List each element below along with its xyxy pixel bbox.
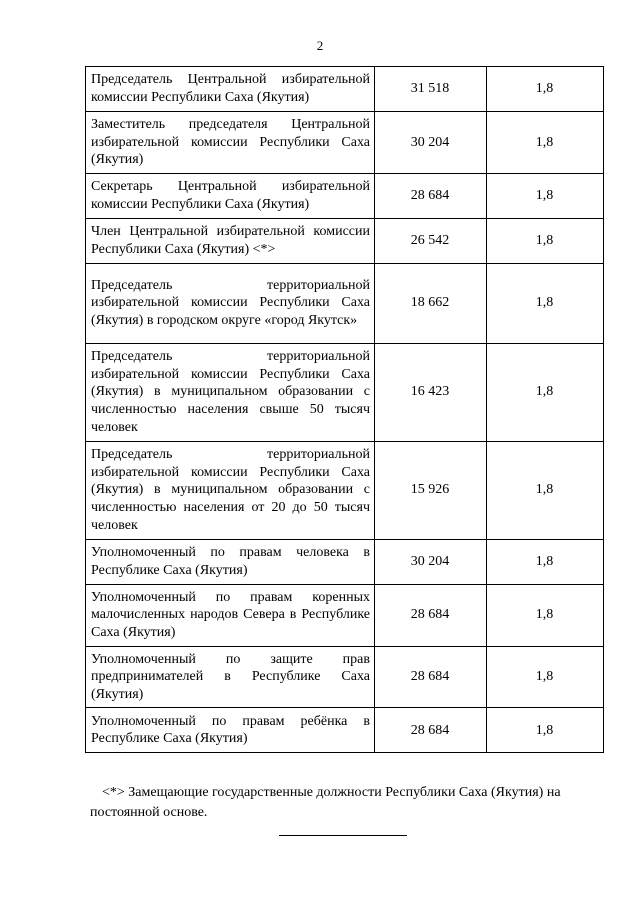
closing-divider [279,835,407,836]
position-cell: Заместитель председателя Центральной избирательной комиссии Республики Саха (Якутия) [86,112,375,174]
table-row [86,584,604,646]
coefficient-cell: 1,8 [487,708,604,753]
table-row [86,539,604,584]
coefficient-cell: 1,8 [487,67,604,112]
coefficient-cell: 1,8 [487,441,604,539]
coefficient-cell: 1,8 [487,539,604,584]
table-row [86,441,604,539]
position-cell: Уполномоченный по защите прав предпринимателей в Республике Саха (Якутия) [86,646,375,708]
table-row [86,263,604,343]
coefficient-cell: 1,8 [487,584,604,646]
position-cell: Секретарь Центральной избирательной комиссии Республики Саха (Якутия) [86,173,375,218]
coefficient-cell: 1,8 [487,173,604,218]
amount-cell: 28 684 [375,584,487,646]
position-cell: Председатель Центральной избирательной комиссии Республики Саха (Якутия) [86,67,375,112]
table-row [86,218,604,263]
amount-cell: 26 542 [375,218,487,263]
amount-cell: 30 204 [375,539,487,584]
amount-cell: 28 684 [375,646,487,708]
coefficient-cell: 1,8 [487,218,604,263]
position-cell: Председатель территориальной избирательной комиссии Республики Саха (Якутия) в муниципальном образовании с численностью населения от 20 до 50 тысяч человек [86,441,375,539]
position-cell: Член Центральной избирательной комиссии Республики Саха (Якутия) <*> [86,218,375,263]
amount-cell: 31 518 [375,67,487,112]
amount-cell: 16 423 [375,343,487,441]
coefficient-cell: 1,8 [487,646,604,708]
amount-cell: 18 662 [375,263,487,343]
coefficient-cell: 1,8 [487,112,604,174]
table-row [86,173,604,218]
coefficient-cell: 1,8 [487,343,604,441]
page-number: 2 [316,38,324,53]
table-row [86,708,604,753]
salary-table [85,66,604,753]
footnote: <*> Замещающие государственные должности Республики Саха (Якутия) на постоянной основе. [90,785,561,820]
position-cell: Председатель территориальной избирательной комиссии Республики Саха (Якутия) в муниципальном образовании с численностью населения свыше 50 тысяч человек [86,343,375,441]
coefficient-cell: 1,8 [487,263,604,343]
amount-cell: 28 684 [375,708,487,753]
amount-cell: 15 926 [375,441,487,539]
table-row [86,343,604,441]
position-cell: Председатель территориальной избирательной комиссии Республики Саха (Якутия) в городском округе «город Якутск» [86,263,375,343]
position-cell: Уполномоченный по правам коренных малочисленных народов Севера в Республике Саха (Якутия) [86,584,375,646]
table-row [86,646,604,708]
amount-cell: 30 204 [375,112,487,174]
position-cell: Уполномоченный по правам человека в Республике Саха (Якутия) [86,539,375,584]
amount-cell: 28 684 [375,173,487,218]
position-cell: Уполномоченный по правам ребёнка в Республике Саха (Якутия) [86,708,375,753]
table-row [86,112,604,174]
table-row [86,67,604,112]
